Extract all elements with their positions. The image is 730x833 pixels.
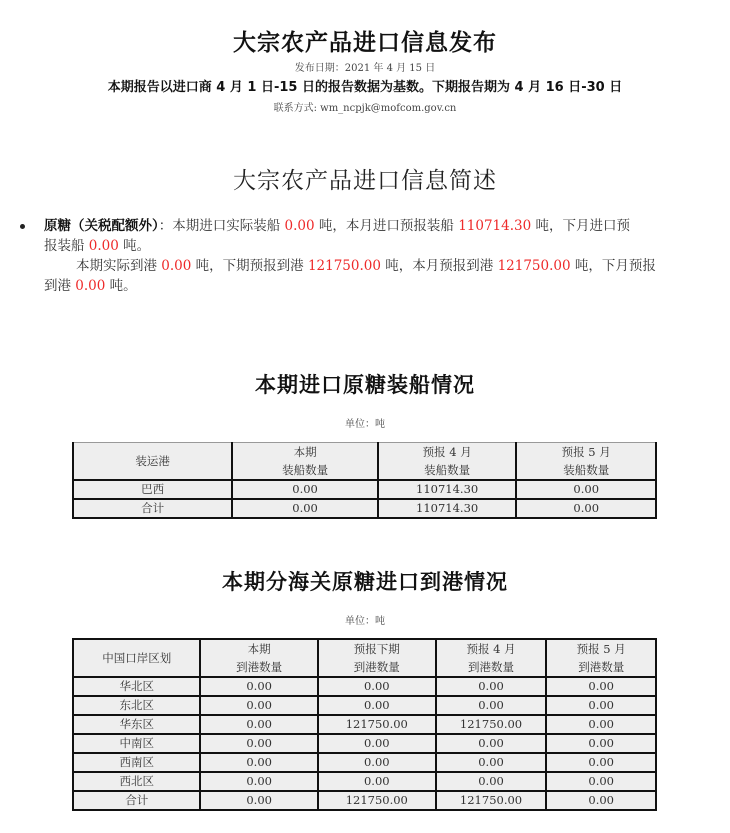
cell-value: 0.00	[436, 753, 547, 772]
cell-region: 合计	[73, 791, 200, 810]
cell-value: 0.00	[200, 715, 318, 734]
column-header-forecast-may: 预报 5 月 到港数量	[546, 639, 656, 677]
cell-value: 0.00	[318, 772, 436, 791]
cell-value: 0.00	[436, 772, 547, 791]
cell-region: 中南区	[73, 734, 200, 753]
column-header-forecast-next: 预报下期 到港数量	[318, 639, 436, 677]
cell-value: 0.00	[318, 696, 436, 715]
column-header-forecast-may: 预报 5 月 装船数量	[516, 443, 656, 481]
cell-value: 0.00	[546, 696, 656, 715]
column-header-current: 本期 装船数量	[232, 443, 377, 481]
cell-region: 西南区	[73, 753, 200, 772]
summary-text: 吨，下月进口预	[531, 218, 631, 234]
summary-title: 大宗农产品进口信息简述	[233, 168, 497, 194]
cell-value: 121750.00	[436, 791, 547, 810]
cell-value: 0.00	[546, 772, 656, 791]
cell-value: 0.00	[318, 677, 436, 696]
summary-text: 吨，本月预报到港	[380, 258, 498, 274]
cell-region: 华北区	[73, 677, 200, 696]
cell-value: 0.00	[318, 734, 436, 753]
cell-value: 110714.30	[378, 480, 517, 499]
cell-value: 0.00	[546, 734, 656, 753]
cell-value: 0.00	[546, 753, 656, 772]
month-forecast-arrival-value: 121750.00	[497, 258, 571, 274]
cell-value: 0.00	[200, 753, 318, 772]
table-row	[73, 480, 656, 499]
cell-value: 0.00	[436, 734, 547, 753]
next-month-forecast-arrival-value: 0.00	[75, 278, 106, 294]
next-month-forecast-shipment-value: 0.00	[88, 238, 119, 254]
cell-value: 0.00	[232, 499, 377, 518]
report-period-note: 本期报告以进口商 4 月 1 日-15 日的报告数据为基数。下期报告期为 4 月 16 日-30 日	[107, 80, 623, 95]
arrival-table-unit: 单位：吨	[345, 616, 385, 627]
summary-line-3	[44, 256, 726, 276]
table-row-total	[73, 499, 656, 518]
cell-port: 合计	[73, 499, 232, 518]
cell-value: 0.00	[546, 677, 656, 696]
month-forecast-shipment-value: 110714.30	[458, 218, 532, 234]
arrival-table-title: 本期分海关原糖进口到港情况	[222, 570, 508, 594]
summary-line-4	[44, 276, 726, 296]
column-header-port: 装运港	[73, 443, 232, 481]
column-header-forecast-apr: 预报 4 月 装船数量	[378, 443, 517, 481]
summary-text: 报装船	[44, 238, 89, 254]
table-row-total	[73, 791, 656, 810]
summary-line-1	[44, 216, 726, 236]
cell-region: 东北区	[73, 696, 200, 715]
arrival-table	[72, 638, 657, 811]
cell-value: 0.00	[200, 677, 318, 696]
summary-text: 吨。	[118, 238, 151, 254]
summary-text: 吨。	[105, 278, 137, 294]
table-header-row	[73, 443, 656, 481]
cell-value: 0.00	[200, 772, 318, 791]
cell-value: 121750.00	[436, 715, 547, 734]
actual-shipment-value: 0.00	[284, 218, 315, 234]
summary-text: 吨，本月进口预报装船	[314, 218, 459, 234]
table-row	[73, 753, 656, 772]
shipment-table-title: 本期进口原糖装船情况	[255, 373, 475, 397]
commodity-label: 原糖（关税配额外）	[44, 218, 159, 234]
cell-value: 0.00	[516, 499, 656, 518]
table-header-row	[73, 639, 656, 677]
cell-value: 0.00	[546, 791, 656, 810]
bullet-icon	[20, 224, 25, 229]
column-header-region: 中国口岸区划	[73, 639, 200, 677]
summary-line-2	[44, 236, 726, 256]
summary-text: 本期实际到港	[76, 258, 162, 274]
cell-value: 0.00	[436, 696, 547, 715]
summary-text: 吨，下月预报	[570, 258, 656, 274]
cell-value: 0.00	[200, 791, 318, 810]
page-title: 大宗农产品进口信息发布	[233, 30, 497, 56]
actual-arrival-value: 0.00	[161, 258, 192, 274]
next-period-forecast-arrival-value: 121750.00	[307, 258, 381, 274]
cell-value: 0.00	[546, 715, 656, 734]
cell-port: 巴西	[73, 480, 232, 499]
column-header-forecast-apr: 预报 4 月 到港数量	[436, 639, 547, 677]
cell-value: 110714.30	[378, 499, 517, 518]
cell-value: 0.00	[232, 480, 377, 499]
column-header-current: 本期 到港数量	[200, 639, 318, 677]
summary-text: ：本期进口实际装船	[158, 218, 285, 234]
cell-value: 0.00	[200, 734, 318, 753]
table-row	[73, 734, 656, 753]
table-row	[73, 772, 656, 791]
table-row	[73, 715, 656, 734]
publish-date: 发布日期：2021 年 4 月 15 日	[294, 63, 436, 74]
table-row	[73, 696, 656, 715]
cell-region: 华东区	[73, 715, 200, 734]
shipment-table-unit: 单位：吨	[345, 419, 385, 430]
cell-value: 0.00	[200, 696, 318, 715]
summary-text: 到港	[44, 278, 76, 294]
cell-value: 121750.00	[318, 715, 436, 734]
summary-text: 吨，下期预报到港	[191, 258, 308, 274]
cell-value: 0.00	[516, 480, 656, 499]
shipment-table	[72, 442, 657, 519]
cell-region: 西北区	[73, 772, 200, 791]
cell-value: 121750.00	[318, 791, 436, 810]
table-row	[73, 677, 656, 696]
contact-info: 联系方式: wm_ncpjk@mofcom.gov.cn	[273, 103, 457, 114]
cell-value: 0.00	[436, 677, 547, 696]
summary-item	[44, 216, 726, 296]
cell-value: 0.00	[318, 753, 436, 772]
